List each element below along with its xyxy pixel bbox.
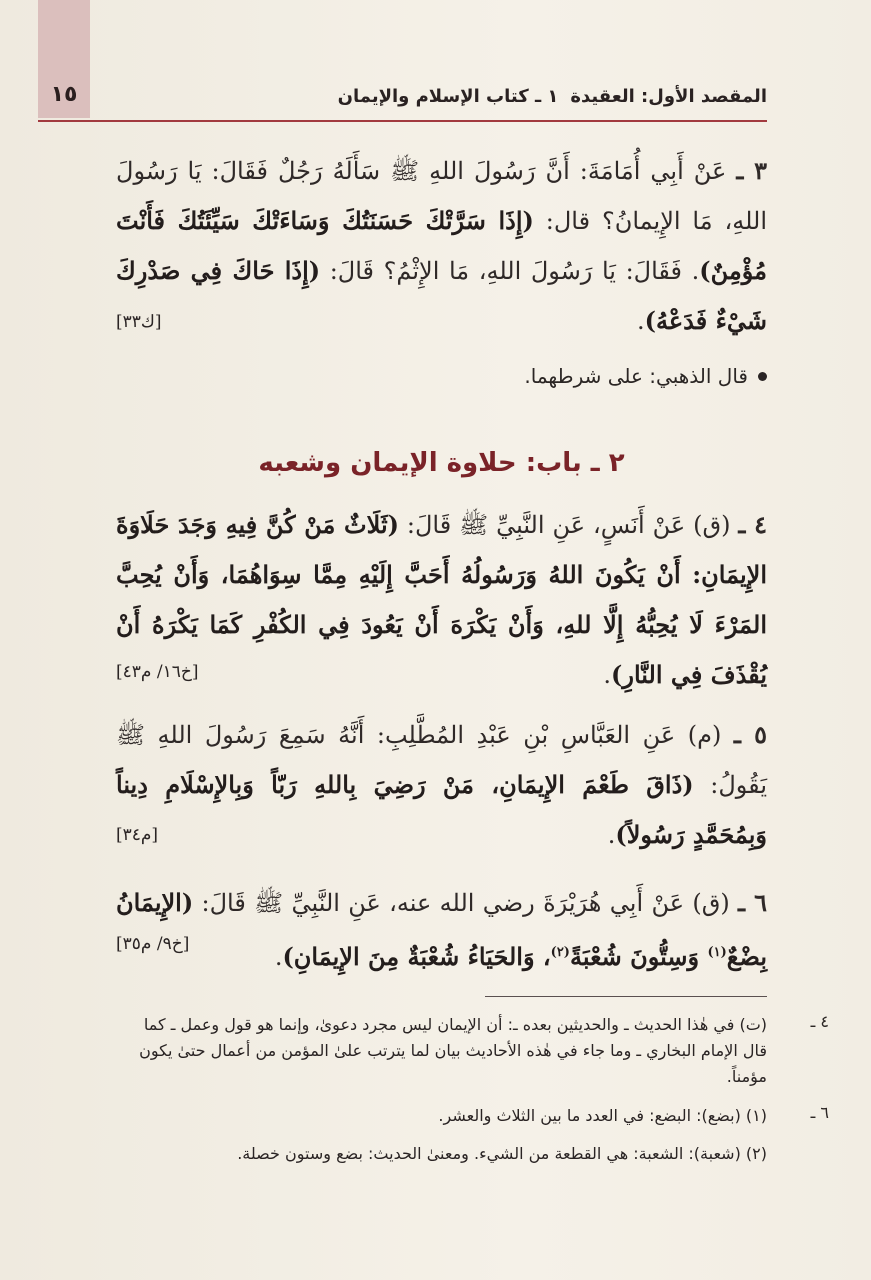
hadith-3: ٣ ـ عَنْ أَبِي أُمَامَةَ: أَنَّ رَسُولَ اللهِ ﷺ سَأَلَهُ رَجُلٌ فَقَالَ: يَا رَسُولَ اللهِ، مَا الإِيمانُ؟ قال: (إِذَا سَرَّتْكَ حَسَنَتُكَ وَسَاءَتْكَ سَيِّئَتُكَ فَأَنْتَ مُؤْمِنٌ). فَقَالَ: يَا رَسُولَ اللهِ، مَا الإِثْمُ؟ قَالَ: (إِذَا حَاكَ فِي صَدْرِكَ شَيْءٌ فَدَعْهُ).: [116, 156, 768, 335]
footnote-rule: [485, 996, 767, 997]
footnote-marker[interactable]: (١): [707, 945, 727, 960]
hadith-saying: (الإِيمَانُ بِضْعٌ$^{(١)}$ وَسِتُّونَ شُعْبَةً$^{(٢)}$، وَالحَيَاءُ شُعْبَةٌ مِنَ الإِيمَانِ): [116, 888, 767, 971]
page-number: ١٥: [50, 82, 78, 107]
hadith-saying: (إِذَا سَرَّتْكَ حَسَنَتُكَ وَسَاءَتْكَ سَيِّئَتُكَ فَأَنْتَ مُؤْمِنٌ): [116, 206, 767, 285]
header-book: ١ ـ كتاب الإسلام والإيمان: [337, 86, 559, 107]
header-maqsad: المقصد الأول: العقيدة: [570, 86, 767, 107]
hadith-reference: [ك٣٣]: [116, 312, 162, 332]
hadith-4: ٤ ـ (ق) عَنْ أَنَسٍ، عَنِ النَّبِيِّ ﷺ قَالَ: (ثَلَاثٌ مَنْ كُنَّ فِيهِ وَجَدَ حَلَاوَةَ الإِيمَانِ: أَنْ يَكُونَ اللهُ وَرَسُولُهُ أَحَبَّ إِلَيْهِ مِمَّا سِوَاهُمَا، وَأَنْ يُحِبَّ المَرْءَ لَا يُحِبُّهُ إِلَّا للهِ، وَأَنْ يَكْرَهَ أَنْ يَعُودَ فِي الكُفْرِ كَمَا يَكْرَهُ أَنْ يُقْذَفَ فِي النَّارِ).: [116, 510, 768, 689]
hadith-saying: (إِذَا حَاكَ فِي صَدْرِكَ شَيْءٌ فَدَعْهُ): [116, 256, 767, 335]
hadith-number: ٦ ـ: [738, 888, 767, 917]
bullet-icon: [758, 372, 767, 381]
running-header: [118, 86, 767, 116]
hadith-saying: (ذَاقَ طَعْمَ الإِيمَانِ، مَنْ رَضِيَ بِاللهِ رَبّاً وَبِالإِسْلَامِ دِيناً وَبِمُحَمَّدٍ رَسُولاً): [116, 770, 767, 849]
header-rule: [38, 120, 767, 122]
hadith-reference: [خ١٦/ م٤٣]: [116, 662, 199, 682]
hadith-reference: [م٣٤]: [116, 825, 159, 845]
footnote-hadith-label: ٦ ـ: [810, 1103, 829, 1122]
footnote-6-2: (٢) (شعبة): الشعبة: هي القطعة من الشيء. ومعنىٰ الحديث: بضع وستون خصلة.: [237, 1144, 767, 1163]
hadith-number: ٣ ـ: [736, 156, 767, 185]
hadith-number: ٥ ـ: [733, 720, 768, 749]
footnote-marker[interactable]: (٢): [550, 945, 570, 960]
hadith-reference: [خ٩/ م٣٥]: [116, 934, 190, 954]
footnote-6-1: (١) (بضع): البضع: في العدد ما بين الثلاث والعشر.: [438, 1106, 767, 1125]
hadith-6: ٦ ـ (ق) عَنْ أَبِي هُرَيْرَةَ رضي الله عنه، عَنِ النَّبِيِّ ﷺ قَالَ: (الإِيمَانُ بِضْعٌ$^{(١)}$ وَسِتُّونَ شُعْبَةً$^{(٢)}$، وَالحَيَاءُ شُعْبَةٌ مِنَ الإِيمَانِ).: [116, 888, 767, 971]
dhahabi-comment: قال الذهبي: على شرطهما.: [524, 364, 767, 388]
footnote-hadith-label: ٤ ـ: [810, 1012, 829, 1031]
footnote-4: (ت) في هٰذا الحديث ـ والحديثين بعده ـ: أن الإيمان ليس مجرد دعوىٰ، وإنما هو قول وعمل ـ كما قال الإمام البخاري ـ وما جاء في هٰذه الأحاديث بيان لما يترتب علىٰ المؤمن من أعمال حتىٰ يكون مؤمناً.: [139, 1015, 767, 1086]
hadith-5: ٥ ـ (م) عَنِ العَبَّاسِ بْنِ عَبْدِ المُطَّلِبِ: أَنَّهُ سَمِعَ رَسُولَ اللهِ ﷺ يَقُولُ: (ذَاقَ طَعْمَ الإِيمَانِ، مَنْ رَضِيَ بِاللهِ رَبّاً وَبِالإِسْلَامِ دِيناً وَبِمُحَمَّدٍ رَسُولاً).: [116, 720, 768, 849]
hadith-saying: (ثَلَاثٌ مَنْ كُنَّ فِيهِ وَجَدَ حَلَاوَةَ الإِيمَانِ: أَنْ يَكُونَ اللهُ وَرَسُولُهُ أَحَبَّ إِلَيْهِ مِمَّا سِوَاهُمَا، وَأَنْ يُحِبَّ المَرْءَ لَا يُحِبُّهُ إِلَّا للهِ، وَأَنْ يَكْرَهَ أَنْ يَعُودَ فِي الكُفْرِ كَمَا يَكْرَهُ أَنْ يُقْذَفَ فِي النَّارِ): [116, 510, 768, 689]
chapter-title: ٢ ـ باب: حلاوة الإيمان وشعبه: [258, 448, 625, 478]
hadith-number: ٤ ـ: [738, 510, 767, 539]
